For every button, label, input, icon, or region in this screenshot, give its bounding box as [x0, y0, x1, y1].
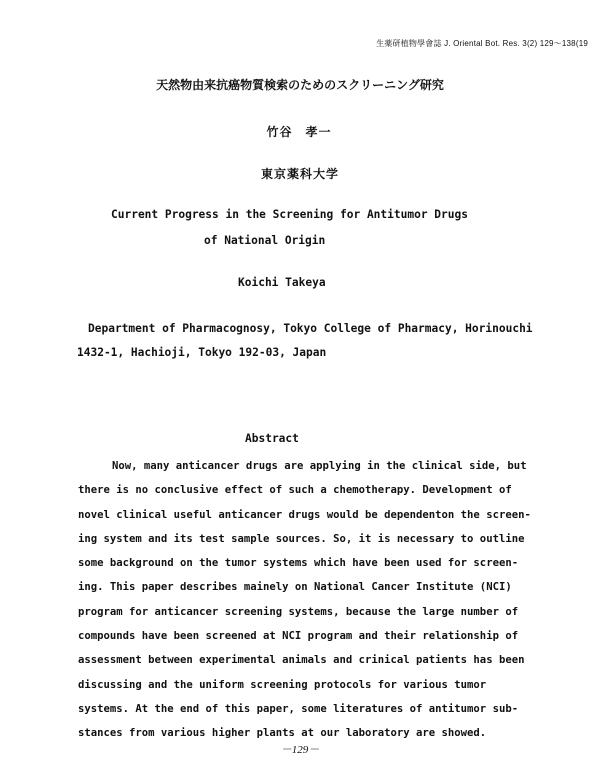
page-number: －129－ [280, 744, 320, 756]
abstract-line: systems. At the end of this paper, some literatures of antitumor sub- [78, 702, 519, 715]
author-english: Koichi Takeya [238, 276, 326, 289]
abstract-line: discussing and the uniform screening protocols for various tumor [78, 678, 487, 691]
affiliation-english-line2: 1432-1, Hachioji, Tokyo 192-03, Japan [77, 346, 327, 359]
affiliation-japanese: 東京薬科大学 [260, 167, 339, 181]
abstract-line: there is no conclusive effect of such a chemotherapy. Development of [78, 484, 512, 497]
abstract-line: Now, many anticancer drugs are applying in the clinical side, but [112, 460, 527, 472]
title-english-line1: Current Progress in the Screening for Antitumor Drugs [111, 208, 468, 221]
journal-header: 生薬研植物學會誌 J. Oriental Bot. Res. 3(2) 129～138(19 [376, 39, 588, 48]
title-english-line2: of National Origin [204, 234, 326, 247]
abstract-line: program for anticancer screening systems, because the large number of [78, 605, 519, 618]
affiliation-english-line1: Department of Pharmacognosy, Tokyo College of Pharmacy, Horinouchi [88, 322, 533, 335]
title-japanese: 天然物由来抗癌物質検索のためのスクリーニング研究 [156, 78, 444, 92]
abstract-line: ing system and its test sample sources. So, it is necessary to outline [78, 532, 525, 545]
abstract-body [78, 454, 538, 746]
abstract-line: stances from various higher plants at our laboratory are showed. [78, 727, 487, 740]
author-japanese: 竹谷 孝一 [266, 125, 332, 139]
abstract-heading: Abstract [245, 432, 299, 445]
abstract-line: assessment between experimental animals and crinical patients has been [78, 654, 525, 667]
abstract-line: compounds have been screened at NCI program and their relationship of [78, 630, 519, 643]
abstract-line: some background on the tumor systems which have been used for screen- [78, 557, 519, 570]
abstract-line: ing. This paper describes mainely on National Cancer Institute (NCI) [78, 581, 512, 594]
abstract-line: novel clinical useful anticancer drugs would be dependenton the screen- [78, 508, 531, 521]
